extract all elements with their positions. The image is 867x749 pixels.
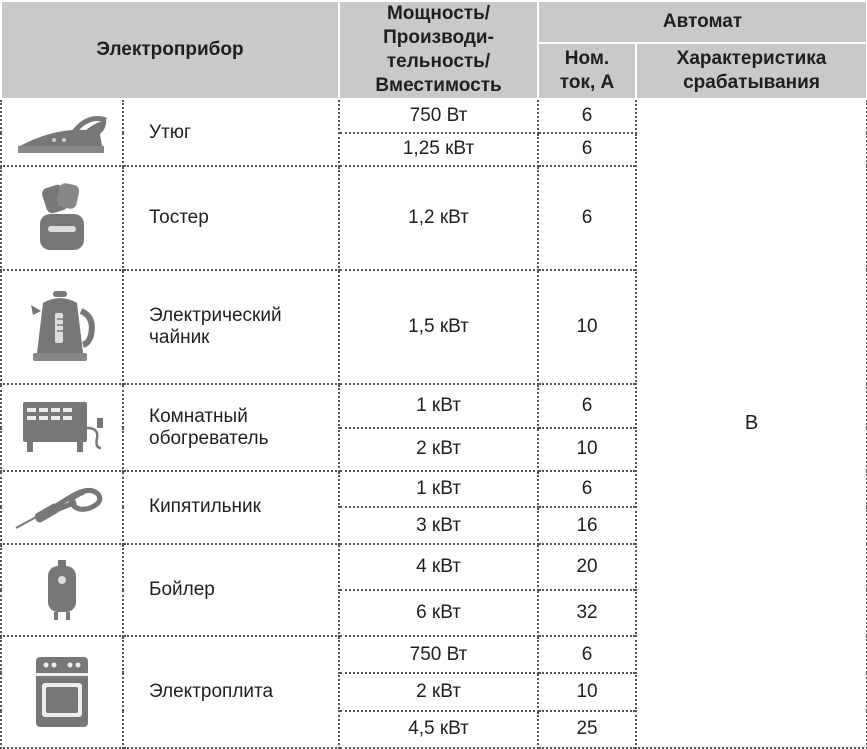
power-value: 6 кВт	[339, 590, 538, 636]
current-value: 6	[538, 471, 636, 507]
power-value: 1 кВт	[339, 384, 538, 427]
current-value: 6	[538, 384, 636, 427]
header-trip-characteristic: Характеристика срабатывания	[636, 43, 867, 99]
header-rated-current: Ном. ток, А	[538, 43, 636, 99]
power-value: 750 Вт	[339, 636, 538, 673]
appliance-name-immersion-heater: Кипятильник	[123, 471, 339, 544]
immersion-heater-icon	[1, 471, 123, 544]
current-value: 32	[538, 590, 636, 636]
power-value: 1,2 кВт	[339, 166, 538, 270]
header-power: Мощность/ Производи- тельность/ Вместимость	[339, 1, 538, 99]
power-value: 2 кВт	[339, 428, 538, 471]
current-value: 10	[538, 428, 636, 471]
current-value: 6	[538, 99, 636, 133]
current-value: 25	[538, 711, 636, 748]
appliance-name-heater: Комнатный обогреватель	[123, 384, 339, 471]
stove-icon	[1, 636, 123, 748]
iron-icon	[1, 99, 123, 166]
appliance-name-kettle: Электрический чайник	[123, 270, 339, 385]
toaster-icon	[1, 166, 123, 270]
current-value: 10	[538, 673, 636, 710]
current-value: 6	[538, 636, 636, 673]
power-value: 4 кВт	[339, 544, 538, 590]
header-appliance: Электроприбор	[1, 1, 339, 99]
appliance-name-toaster: Тостер	[123, 166, 339, 270]
current-value: 10	[538, 270, 636, 385]
power-value: 1,5 кВт	[339, 270, 538, 385]
boiler-icon	[1, 544, 123, 636]
trip-characteristic-value: B	[636, 99, 867, 748]
power-value: 4,5 кВт	[339, 711, 538, 748]
kettle-icon	[1, 270, 123, 385]
power-value: 1,25 кВт	[339, 133, 538, 167]
power-value: 750 Вт	[339, 99, 538, 133]
power-value: 3 кВт	[339, 507, 538, 543]
power-value: 1 кВт	[339, 471, 538, 507]
power-value: 2 кВт	[339, 673, 538, 710]
heater-icon	[1, 384, 123, 471]
current-value: 16	[538, 507, 636, 543]
current-value: 6	[538, 133, 636, 167]
appliance-name-iron: Утюг	[123, 99, 339, 166]
appliance-name-stove: Электроплита	[123, 636, 339, 748]
header-breaker: Автомат	[538, 1, 867, 43]
current-value: 20	[538, 544, 636, 590]
appliance-name-boiler: Бойлер	[123, 544, 339, 636]
current-value: 6	[538, 166, 636, 270]
